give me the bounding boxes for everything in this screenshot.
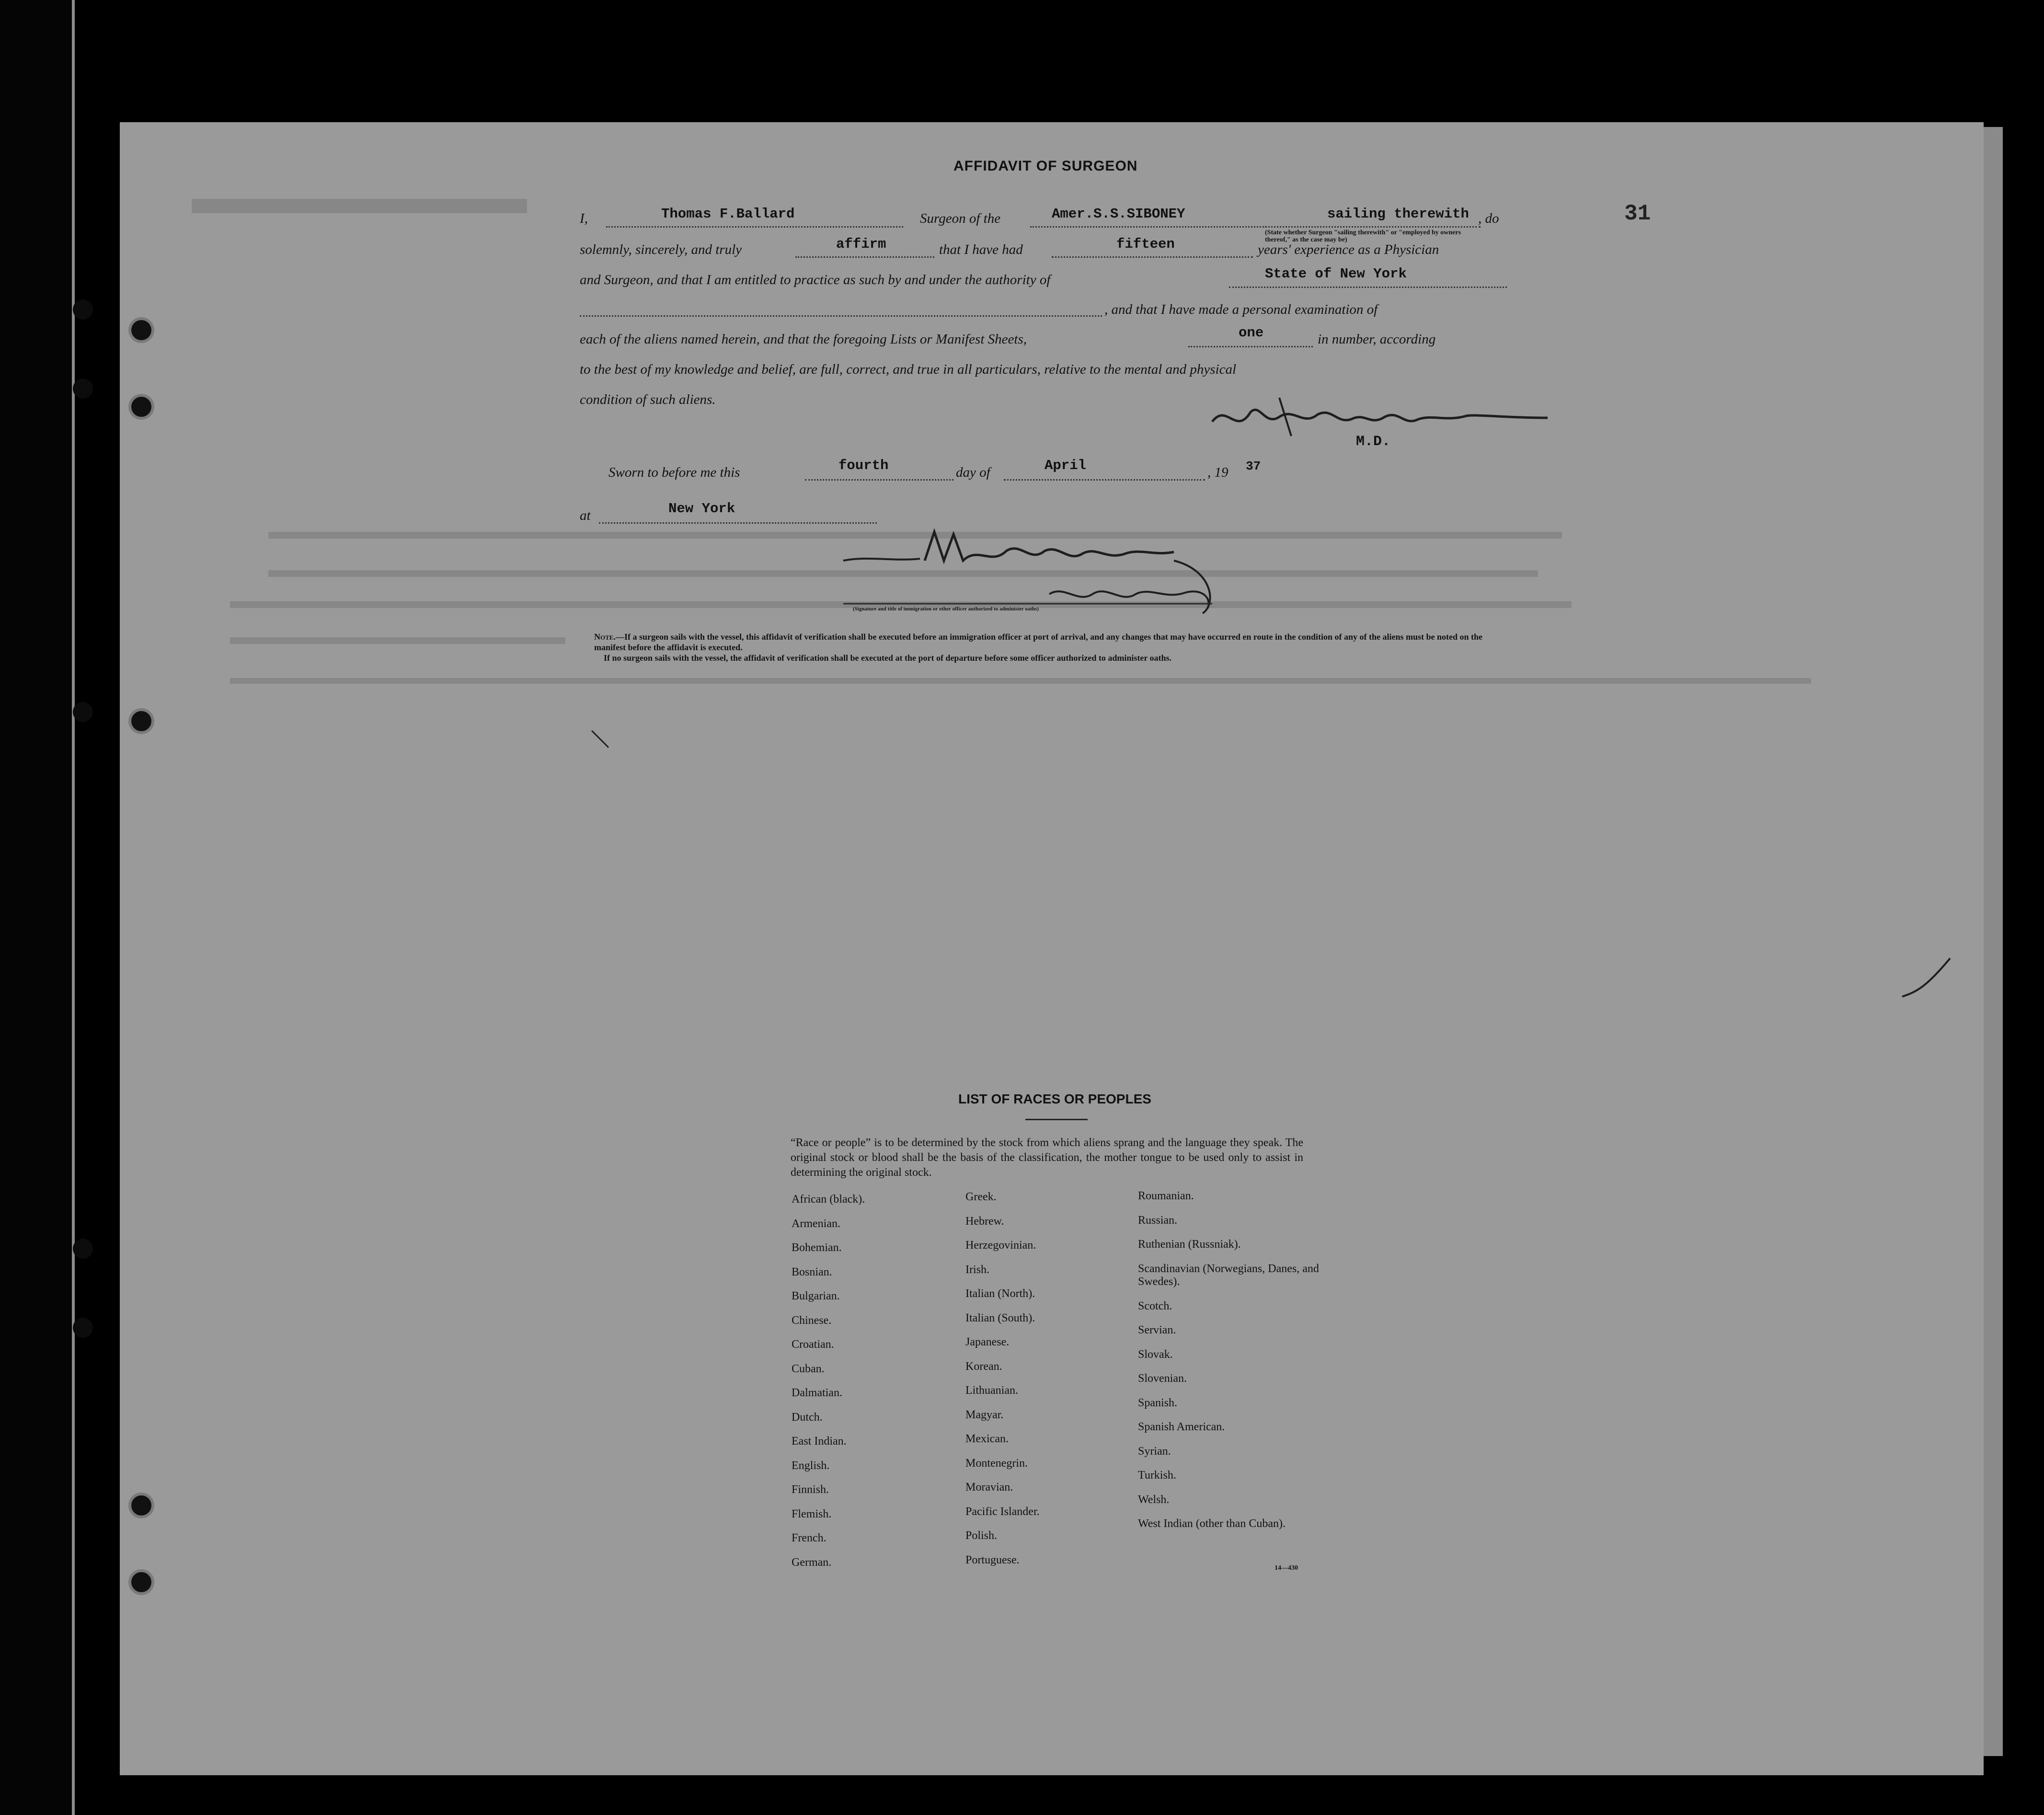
race-item: Magyar. xyxy=(965,1408,1004,1421)
line-text: , do xyxy=(1478,211,1499,226)
race-item: Spanish. xyxy=(1138,1396,1178,1409)
race-item: Slovenian. xyxy=(1138,1372,1187,1385)
blank-line xyxy=(795,256,934,258)
sworn-place: New York xyxy=(668,501,735,517)
binding-edge xyxy=(72,0,75,1815)
punch-hole xyxy=(73,379,93,399)
blank-line xyxy=(580,315,1102,317)
race-item: Polish. xyxy=(965,1529,998,1542)
punch-hole xyxy=(128,317,154,343)
race-item: Roumanian. xyxy=(1138,1190,1194,1202)
bleed-through xyxy=(230,678,1811,684)
affidavit-title: AFFIDAVIT OF SURGEON xyxy=(953,158,1138,174)
line-text: in number, according xyxy=(1318,332,1436,347)
officer-signature xyxy=(838,527,1231,637)
race-item: Cuban. xyxy=(792,1362,825,1375)
races-column-1 xyxy=(792,1193,865,1580)
punch-hole xyxy=(128,1493,154,1518)
race-item: Lithuanian. xyxy=(965,1384,1018,1397)
line-text: years' experience as a Physician xyxy=(1258,242,1439,257)
licensing-authority: State of New York xyxy=(1265,266,1407,282)
affidavit-note xyxy=(594,632,1514,663)
blank-line xyxy=(606,226,903,228)
races-column-2 xyxy=(965,1191,1040,1578)
blank-line xyxy=(1030,226,1270,228)
line-text: Surgeon of the xyxy=(920,211,1001,226)
bleed-through xyxy=(192,199,527,213)
punch-hole xyxy=(128,1569,154,1595)
punch-hole xyxy=(73,1318,93,1338)
race-item: French. xyxy=(792,1532,827,1544)
race-item: Portuguese. xyxy=(965,1553,1020,1566)
blank-line xyxy=(599,522,877,524)
race-item: Armenian. xyxy=(792,1217,840,1230)
race-item: Dutch. xyxy=(792,1411,823,1424)
line-text: each of the aliens named herein, and that the foregoing Lists or Manifest Sheets, xyxy=(580,332,1027,347)
races-column-3 xyxy=(1138,1190,1339,1542)
race-item: Bulgarian. xyxy=(792,1290,840,1302)
race-item: Dalmatian. xyxy=(792,1387,842,1399)
race-item: Croatian. xyxy=(792,1338,834,1351)
blank-line xyxy=(1004,479,1205,481)
years-experience: fifteen xyxy=(1116,236,1175,252)
sheet-number: 31 xyxy=(1624,201,1651,226)
sworn-year: 37 xyxy=(1246,459,1261,473)
line-text: , and that I have made a personal examination of xyxy=(1104,302,1378,317)
oath-type: affirm xyxy=(836,236,886,252)
line-text: to the best of my knowledge and belief, are full, correct, and true in all particulars, relative to the mental and physical xyxy=(580,362,1237,377)
races-title: LIST OF RACES OR PEOPLES xyxy=(958,1091,1151,1106)
note-line-2: If no surgeon sails with the vessel, the affidavit of verification shall be executed at the port of departure before some officer authorized to administer oaths. xyxy=(604,653,1172,663)
sailing-status: sailing therewith xyxy=(1327,206,1469,222)
race-item: African (black). xyxy=(792,1193,865,1206)
race-item: German. xyxy=(792,1556,832,1569)
blank-line xyxy=(1188,346,1313,347)
race-item: Spanish American. xyxy=(1138,1421,1225,1433)
surgeon-name: Thomas F.Ballard xyxy=(661,206,795,222)
blank-line xyxy=(1265,226,1481,228)
line-text: day of xyxy=(956,465,990,480)
race-item: Pacific Islander. xyxy=(965,1505,1040,1518)
divider xyxy=(1025,1119,1088,1120)
race-item: Japanese. xyxy=(965,1336,1010,1348)
race-item: Scotch. xyxy=(1138,1299,1172,1312)
line-text: and Surgeon, and that I am entitled to practice as such by and under the authority of xyxy=(580,272,1051,287)
race-item: Syrian. xyxy=(1138,1445,1171,1458)
punch-hole xyxy=(128,394,154,420)
race-item: Welsh. xyxy=(1138,1493,1170,1506)
race-item: Scandinavian (Norwegians, Danes, and Swedes). xyxy=(1138,1262,1319,1288)
race-item: English. xyxy=(792,1459,830,1472)
race-item: Italian (North). xyxy=(965,1287,1035,1300)
line-text: Sworn to before me this xyxy=(609,465,740,480)
race-item: Russian. xyxy=(1138,1214,1178,1227)
binding-strip xyxy=(0,0,72,1815)
form-number: 14—430 xyxy=(1275,1564,1298,1572)
race-item: Ruthenian (Russniak). xyxy=(1138,1238,1241,1251)
punch-hole xyxy=(73,1239,93,1259)
bleed-through xyxy=(230,637,565,644)
blank-line xyxy=(1052,256,1253,258)
surgeon-status-note: (State whether Surgeon "sailing therewith" or "employed by owners thereof," as the case may be) xyxy=(1265,229,1461,243)
pencil-mark xyxy=(589,728,618,752)
race-item: Bosnian. xyxy=(792,1265,832,1278)
line-text: condition of such aliens. xyxy=(580,392,716,407)
affidavit-line-1 xyxy=(580,211,588,227)
manifest-sheet-count: one xyxy=(1239,325,1264,341)
line-text: that I have had xyxy=(939,242,1023,257)
race-item: East Indian. xyxy=(792,1435,847,1447)
punch-hole xyxy=(73,702,93,722)
race-item: Korean. xyxy=(965,1360,1002,1373)
race-item: Mexican. xyxy=(965,1433,1009,1445)
blank-line xyxy=(805,479,953,481)
race-item: Turkish. xyxy=(1138,1469,1176,1482)
race-item: Flemish. xyxy=(792,1507,832,1520)
officer-caption: (Signature and title of immigration or other officer authorized to administer oaths) xyxy=(853,606,1039,612)
vessel-name: Amer.S.S.SIBONEY xyxy=(1052,206,1185,222)
race-item: Slovak. xyxy=(1138,1348,1173,1361)
race-item: Hebrew. xyxy=(965,1215,1004,1228)
race-item: Greek. xyxy=(965,1191,997,1203)
race-item: Moravian. xyxy=(965,1481,1013,1493)
sworn-month: April xyxy=(1045,458,1087,473)
note-label: Note. xyxy=(594,632,616,642)
race-item: Servian. xyxy=(1138,1324,1176,1336)
line-text: I, xyxy=(580,211,588,226)
race-item: Montenegrin. xyxy=(965,1457,1028,1470)
blank-line xyxy=(1229,287,1507,288)
line-text: solemnly, sincerely, and truly xyxy=(580,242,742,257)
page-edge xyxy=(1984,127,2003,1756)
note-line-1: —If a surgeon sails with the vessel, this affidavit of verification shall be executed before an immigration officer at port of arrival, and any changes that may have occurred en route in the condition of any of the aliens must be noted on the manifest before the affidavit is executed. xyxy=(594,632,1483,652)
pencil-mark xyxy=(1897,953,1955,1006)
races-intro: “Race or people” is to be determined by the stock from which aliens sprang and the language they speak. The original stock or blood shall be the basis of the classification, the mother tongue to be used only to assist in determining the original stock. xyxy=(791,1137,1303,1179)
line-text: , 19 xyxy=(1207,465,1229,480)
race-item: Chinese. xyxy=(792,1314,832,1327)
race-item: West Indian (other than Cuban). xyxy=(1138,1517,1286,1530)
sworn-day: fourth xyxy=(838,458,889,473)
race-item: Irish. xyxy=(965,1263,989,1276)
race-item: Herzegovinian. xyxy=(965,1239,1036,1252)
line-text: at xyxy=(580,508,591,523)
punch-hole xyxy=(128,708,154,734)
race-item: Bohemian. xyxy=(792,1241,842,1254)
md-label: M.D. xyxy=(1356,434,1391,450)
punch-hole xyxy=(73,299,93,320)
race-item: Finnish. xyxy=(792,1483,829,1496)
race-item: Italian (South). xyxy=(965,1311,1035,1324)
